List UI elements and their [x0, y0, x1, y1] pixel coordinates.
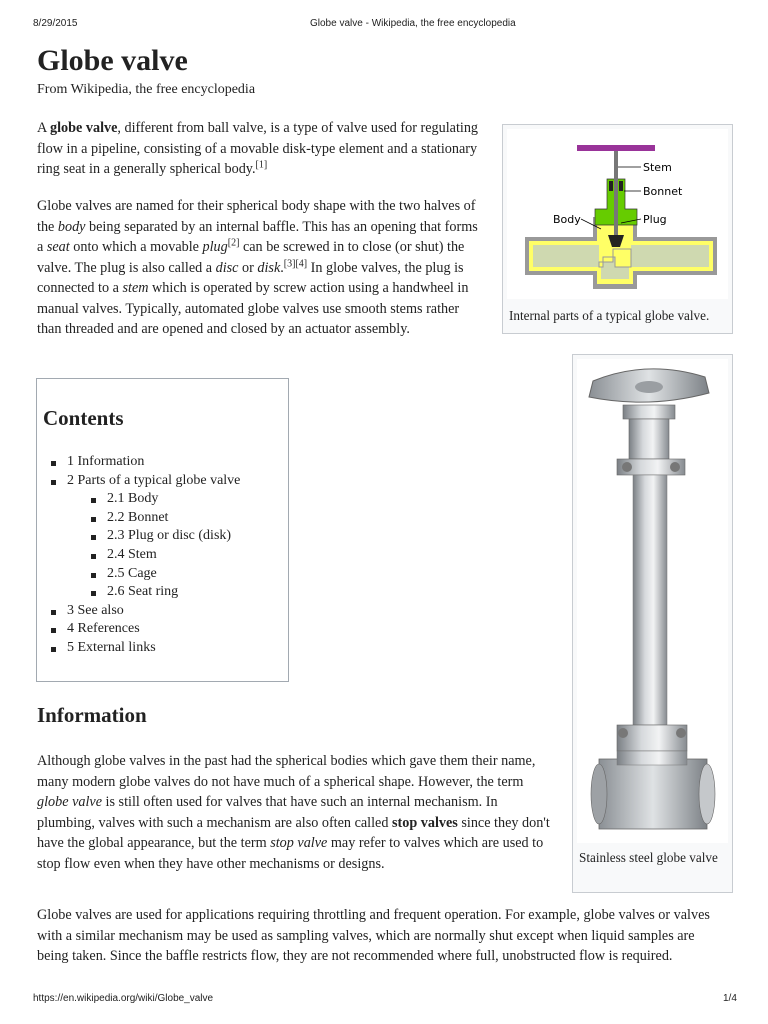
toc-list — [67, 453, 240, 658]
page-number: 1/4 — [723, 993, 737, 1004]
toc-item-parts[interactable]: 2 Parts of a typical globe valve — [67, 472, 240, 491]
toc-title: Contents — [43, 406, 124, 430]
ref-link-3-4[interactable]: [3][4] — [283, 257, 308, 269]
toc-item-external-links[interactable]: 5 External links — [67, 639, 240, 658]
toc-item-information[interactable]: 1 Information — [67, 453, 240, 472]
page-subtitle: From Wikipedia, the free encyclopedia — [37, 82, 256, 97]
photo-caption: Stainless steel globe valve — [579, 850, 718, 865]
toc-item-plug-or-disc[interactable]: 2.3 Plug or disc (disk) — [67, 527, 240, 546]
toc-item-body[interactable]: 2.1 Body — [67, 490, 240, 509]
print-title: Globe valve - Wikipedia, the free encyclopedia — [310, 18, 516, 29]
label-body: Body — [553, 213, 581, 226]
toc-item-see-also[interactable]: 3 See also — [67, 602, 240, 621]
information-paragraph-1: Although globe valves in the past had the spherical bodies which gave them their name, many modern globe valves do not have much of a spherical shape. However, the term globe valve is still often used for valves that have such an internal mechanism. In plumbing, valves with such a mechanism are also often called stop valves since they don't have the global appearance, but the term stop valve may refer to valves which are used to stop flow even when they have other mechanisms or designs. — [37, 753, 550, 872]
globe-valve-bold: globe valve — [50, 120, 118, 136]
diagram-figure — [502, 124, 733, 334]
stainless-valve-photo[interactable] — [577, 359, 728, 843]
globe-valve-diagram[interactable] — [507, 129, 728, 299]
toc-item-bonnet[interactable]: 2.2 Bonnet — [67, 509, 240, 528]
figure-caption: Internal parts of a typical globe valve. — [509, 308, 710, 323]
photo-figure — [572, 354, 733, 893]
label-bonnet: Bonnet — [643, 185, 683, 198]
information-paragraph-2: Globe valves are used for applications requiring throttling and frequent operation. For example, globe valves or valves with a similar mechanism may be used as sampling valves, which are normally shut except when liquid samples are being taken. Since the baffle restricts flow, they are not recommended where full, unobstructed flow is required. — [37, 907, 710, 964]
page-title: Globe valve — [37, 44, 188, 77]
toc-item-references[interactable]: 4 References — [67, 620, 240, 639]
ref-link-2[interactable]: [2] — [227, 237, 240, 249]
ref-link-1[interactable]: [1] — [255, 159, 268, 171]
print-url: https://en.wikipedia.org/wiki/Globe_valve — [33, 993, 214, 1004]
toc-item-stem[interactable]: 2.4 Stem — [67, 546, 240, 565]
label-stem: Stem — [643, 161, 672, 174]
toc-item-cage[interactable]: 2.5 Cage — [67, 565, 240, 584]
body-paragraph: Globe valves are named for their spherical body shape with the two halves of the body being separated by an internal baffle. This has an opening that forms a seat onto which a movable plug[2] can be screwed in to close (or shut) the valve. The plug is also called a disc or disk.[3][4] In globe valves, the plug is connected to a stem which is operated by screw action using a handwheel in manual valves. Typically, automated globe valves use smooth stems rather than threaded and are opened and closed by an actuator assembly. — [37, 198, 478, 337]
intro-paragraph: A globe valve, different from ball valve, is a type of valve used for regulating flow in a pipeline, consisting of a movable disk-type element and a stationary ring seat in a generally spherical body.[1] — [37, 120, 479, 177]
toc-item-seat-ring[interactable]: 2.6 Seat ring — [67, 583, 240, 602]
print-date: 8/29/2015 — [33, 18, 78, 29]
label-plug: Plug — [643, 213, 667, 226]
table-of-contents — [36, 378, 289, 682]
section-heading-information: Information — [37, 703, 147, 727]
